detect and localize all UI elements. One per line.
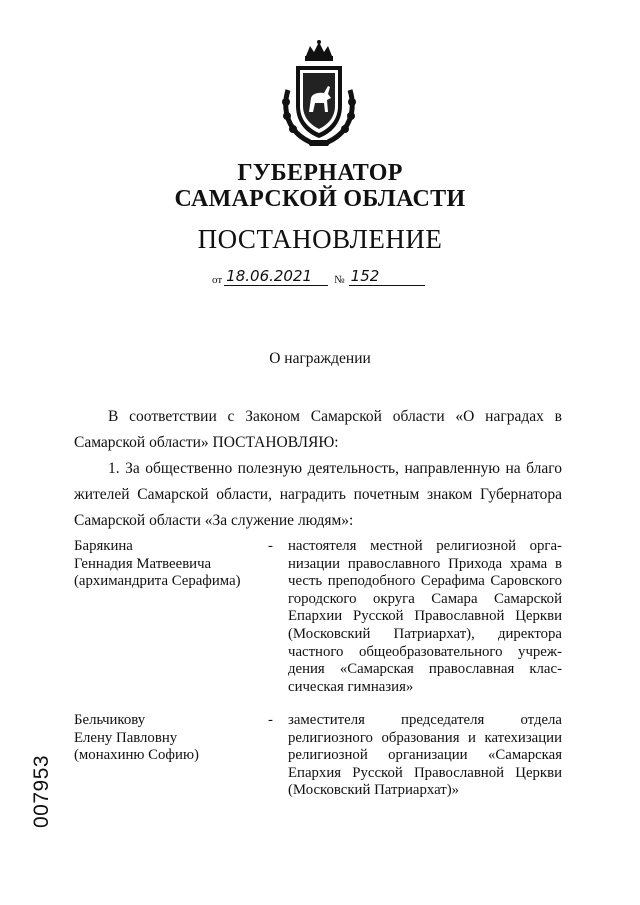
region-title: САМАРСКОЙ ОБЛАСТИ xyxy=(174,186,466,212)
awardee-description xyxy=(288,712,562,800)
handwritten-date: 18.06.2021 xyxy=(224,268,328,286)
desc-line: сическая гимназия» xyxy=(288,678,414,695)
separator-dash: - xyxy=(268,712,273,728)
name-line: Бельчикову xyxy=(74,712,146,728)
serial-number xyxy=(22,754,82,828)
name-line: (монахиню Софию) xyxy=(74,747,199,764)
coat-of-arms-icon xyxy=(276,40,362,148)
separator-dash: - xyxy=(268,538,273,554)
date-number-line xyxy=(212,268,425,286)
desc-line: (Московский Патриархат)» xyxy=(288,782,460,799)
desc-line: Епархии Русской Православной Церкви xyxy=(288,608,562,625)
desc-line: городского округа Самара Самарской xyxy=(288,590,562,607)
date-prefix: от xyxy=(212,274,223,286)
name-line: Барякина xyxy=(74,538,133,554)
desc-line: религиозного образования и катехизации xyxy=(288,729,562,746)
desc-line: заместителя председателя отдела xyxy=(288,712,562,728)
serial-number-text: 007953 xyxy=(30,754,53,828)
desc-line: частного общеобразовательного учреж- xyxy=(288,643,562,660)
preamble-paragraph: В соответствии с Законом Самарской области «О наградах в Самарской области» ПОСТАНОВЛЯЮ: xyxy=(74,408,562,451)
desc-line: настоятеля местной религиозной орга- xyxy=(288,538,562,554)
awardee-name xyxy=(74,712,264,765)
document-subject: О награждении xyxy=(269,350,371,367)
name-line: Елену Павловну xyxy=(74,729,178,746)
document-type: ПОСТАНОВЛЕНИЕ xyxy=(197,224,443,254)
desc-line: (Московский Патриархат), директора xyxy=(288,625,562,642)
desc-line: низации православного Прихода храма в xyxy=(288,555,562,572)
desc-line: Епархия Русской Православной Церкви xyxy=(288,764,562,781)
desc-line: дения «Самарская православная клас- xyxy=(288,661,562,678)
name-line: Геннадия Матвеевича xyxy=(74,555,212,572)
desc-line: честь преподобного Серафима Саровского xyxy=(288,573,562,590)
desc-line: религиозной организации «Самарская xyxy=(288,747,562,764)
governor-title: ГУБЕРНАТОР xyxy=(237,160,403,186)
name-line: (архимандрита Серафима) xyxy=(74,573,241,590)
handwritten-number: 152 xyxy=(349,268,425,286)
number-prefix: № xyxy=(334,274,345,286)
clause-1-paragraph: 1. За общественно полезную деятельность, направленную на благо жителей Самарской области, наградить почетным знаком Губернатора Самарской области «За служение людям»: xyxy=(74,460,562,529)
awardee-name xyxy=(74,538,264,591)
awardee-description xyxy=(288,538,562,696)
